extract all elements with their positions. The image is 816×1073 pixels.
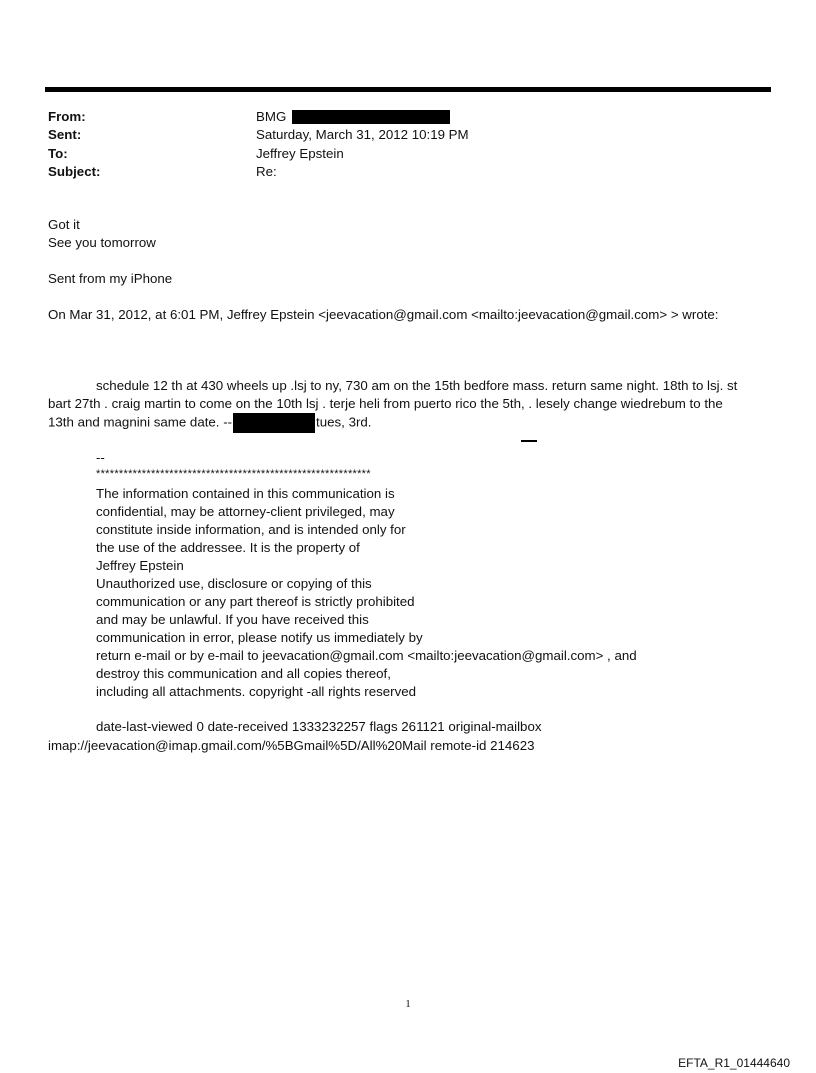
quote-intro: On Mar 31, 2012, at 6:01 PM, Jeffrey Epstein <jeevacation@gmail.com <mailto:jeevacation@gmail.com> > wrote: [48, 307, 719, 322]
from-value [256, 108, 450, 126]
header-rule [45, 87, 771, 92]
quoted-line-3 [48, 413, 371, 433]
disclaimer-line: return e-mail or by e-mail to jeevacation@gmail.com <mailto:jeevacation@gmail.com> , and [96, 648, 637, 663]
disclaimer-line: the use of the addressee. It is the property of [96, 540, 360, 555]
signature-dashes: -- [96, 450, 105, 465]
subject-value: Re: [256, 164, 277, 179]
page-number: 1 [405, 998, 411, 1010]
disclaimer-line: destroy this communication and all copies thereof, [96, 666, 391, 681]
quoted-line-3-start: 13th and magnini same date. -- [48, 414, 233, 430]
to-label: To: [48, 146, 68, 161]
sent-label: Sent: [48, 127, 82, 142]
disclaimer-line: communication in error, please notify us immediately by [96, 630, 423, 645]
signature: Sent from my iPhone [48, 271, 173, 286]
from-name: BMG [256, 109, 287, 124]
disclaimer-line: Unauthorized use, disclosure or copying of this [96, 576, 372, 591]
from-label: From: [48, 109, 86, 124]
quoted-line-1: schedule 12 th at 430 wheels up .lsj to ny, 730 am on the 15th bedfore mass. return same night. 18th to lsj. st [96, 378, 738, 393]
disclaimer-line: communication or any part thereof is strictly prohibited [96, 594, 415, 609]
disclaimer-line: Jeffrey Epstein [96, 558, 184, 573]
bates-number: EFTA_R1_01444640 [678, 1056, 790, 1070]
body-line-2: See you tomorrow [48, 235, 156, 250]
subject-label: Subject: [48, 164, 101, 179]
redaction-box [233, 413, 315, 433]
to-value: Jeffrey Epstein [256, 146, 344, 161]
sent-value: Saturday, March 31, 2012 10:19 PM [256, 127, 469, 142]
star-separator: ************************************************************ [96, 468, 371, 480]
disclaimer-line: and may be unlawful. If you have received this [96, 612, 369, 627]
disclaimer-line: confidential, may be attorney-client privileged, may [96, 504, 395, 519]
quoted-line-3-end: tues, 3rd. [316, 414, 372, 430]
disclaimer-line: The information contained in this communication is [96, 486, 395, 501]
stray-mark [521, 440, 537, 442]
meta-line-2: imap://jeevacation@imap.gmail.com/%5BGmail%5D/All%20Mail remote-id 214623 [48, 738, 535, 753]
meta-line-1: date-last-viewed 0 date-received 1333232257 flags 261121 original-mailbox [96, 719, 542, 734]
disclaimer-line: constitute inside information, and is intended only for [96, 522, 406, 537]
quoted-line-2: bart 27th . craig martin to come on the 10th lsj . terje heli from puerto rico the 5th, . lesely change wiedrebum to the [48, 396, 723, 411]
disclaimer-line: including all attachments. copyright -all rights reserved [96, 684, 417, 699]
body-line-1: Got it [48, 217, 80, 232]
redaction-box [292, 110, 450, 124]
